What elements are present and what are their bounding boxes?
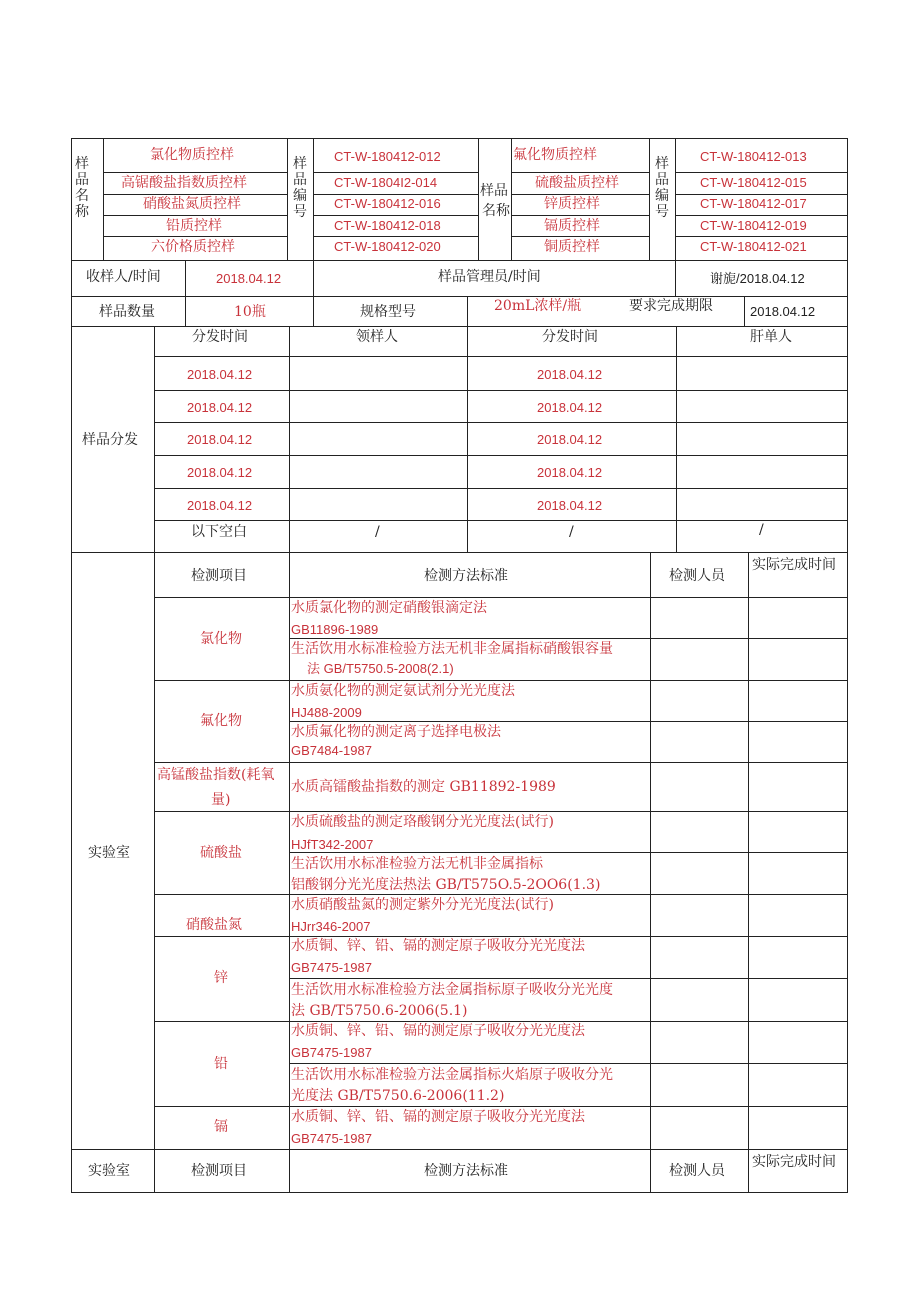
lab-item-name: 高锰酸盐指数(耗氧 (157, 767, 275, 783)
method-text: 生活饮用水标准检验方法金属指标火焰原子吸收分光 (291, 1067, 613, 1083)
rule (103, 236, 288, 237)
dist-date: 2018.04.12 (537, 432, 603, 447)
left-code-5: CT-W-180412-020 (334, 239, 441, 254)
dist-date: 2018.04.12 (187, 432, 253, 447)
lab-item-name: 量) (211, 792, 231, 808)
lab-item-name: 硫酸盐 (200, 845, 242, 861)
left-code-1: CT-W-180412-012 (334, 149, 441, 164)
lab-item-name: 镉 (214, 1119, 228, 1135)
rule (675, 236, 848, 237)
left-code-2: CT-W-1804I2-014 (334, 175, 438, 190)
rule (154, 762, 848, 763)
distribution-label: 样品分发 (82, 432, 138, 448)
method-text: 水质铜、锌、铅、镉的测定原子吸收分光光度法 (291, 938, 585, 954)
right-name-4: 镉质控样 (544, 218, 600, 234)
rule (289, 1063, 848, 1064)
left-code-3: CT-W-180412-016 (334, 196, 441, 211)
method-text: 水质氟化物的测定离子选择电极法 (291, 724, 501, 740)
method-code: HJfT342-2007 (291, 837, 374, 852)
rule (71, 260, 848, 261)
dist-header-receiver: 领样人 (356, 329, 398, 345)
lab-item-name: 氟化物 (200, 713, 242, 729)
method-text: 水质铜、锌、铅、镉的测定原子吸收分光光度法 (291, 1109, 585, 1125)
rule (313, 215, 479, 216)
rule (185, 260, 186, 296)
rule (154, 680, 848, 681)
method-code: 法 GB/T5750.5-2008(2.1) (307, 661, 454, 676)
rule (154, 422, 848, 423)
footer-header-person: 检测人员 (669, 1163, 725, 1179)
right-code-4: CT-W-180412-019 (700, 218, 807, 233)
rule (313, 296, 314, 326)
rule (154, 326, 155, 552)
lab-header-item: 检测项目 (191, 568, 247, 584)
method-text: 水质硝酸盐氮的测定紫外分光光度法(试行) (291, 897, 554, 913)
blank-row-slash: / (569, 524, 574, 540)
rule (313, 172, 479, 173)
lab-label: 实验室 (88, 845, 130, 861)
rule (154, 488, 848, 489)
quantity-label: 样品数量 (99, 304, 155, 320)
rule (103, 138, 104, 260)
manager-label: 样品管理员/时间 (438, 269, 541, 285)
rule (511, 194, 650, 195)
rule (478, 138, 479, 260)
lab-item-name: 氯化物 (200, 631, 242, 647)
deadline-value: 2018.04.12 (750, 304, 816, 319)
rule (71, 296, 848, 297)
dist-date: 2018.04.12 (537, 465, 603, 480)
manager-value: 谢旎/2018.04.12 (710, 271, 805, 286)
sample-name-label-mid (480, 184, 508, 198)
left-name-2: 高锯酸盐指数质控样 (121, 175, 247, 191)
rule (154, 597, 848, 598)
rule (71, 138, 848, 139)
rule (154, 936, 848, 937)
method-text: 生活饮用水标准检验方法金属指标原子吸收分光光度 (291, 982, 613, 998)
rule (467, 326, 468, 552)
method-text: 法 GB/T5750.6-2006(5.1) (291, 1003, 468, 1019)
rule (313, 194, 479, 195)
rule (154, 1106, 848, 1107)
blank-row-slash: / (759, 522, 764, 538)
method-text: 生活饮用水标准检验方法无机非金属指标硝酸银容量 (291, 641, 613, 657)
method-text: 水质铜、锌、铅、镉的测定原子吸收分光光度法 (291, 1023, 585, 1039)
lab-header-method: 检测方法标准 (424, 568, 508, 584)
footer-header-finish: 实际完成时间 (752, 1154, 836, 1170)
method-text: 生活饮用水标准检验方法无机非金属指标 (291, 856, 543, 872)
rule (675, 172, 848, 173)
dist-date: 2018.04.12 (187, 400, 253, 415)
blank-row-label: 以下空白 (191, 524, 247, 540)
right-name-5: 铜质控样 (544, 239, 600, 255)
rule (675, 215, 848, 216)
dist-date: 2018.04.12 (537, 498, 603, 513)
dist-header-signer: 肝单人 (750, 329, 792, 345)
rule (313, 236, 479, 237)
left-name-4: 铅质控样 (166, 218, 222, 234)
method-text: 水质硫酸盐的测定珞酸钢分光光度法(试行) (291, 814, 554, 830)
rule (511, 138, 512, 260)
footer-lab-label: 实验室 (88, 1163, 130, 1179)
receiver-label: 收样人/时间 (86, 269, 161, 285)
method-code: HJrr346-2007 (291, 919, 371, 934)
rule (289, 638, 848, 639)
rule (511, 236, 650, 237)
sample-name-label-mid-a: 样品 (480, 183, 508, 199)
lab-header-person: 检测人员 (669, 568, 725, 584)
right-code-3: CT-W-180412-017 (700, 196, 807, 211)
right-code-5: CT-W-180412-021 (700, 239, 807, 254)
rule (154, 356, 848, 357)
rule (676, 326, 677, 552)
method-text: 水质高镭酸盐指数的测定 GB11892-1989 (291, 779, 556, 795)
rule (289, 721, 848, 722)
dist-date: 2018.04.12 (187, 498, 253, 513)
rule (649, 138, 650, 260)
rule (744, 296, 745, 326)
rule (71, 1149, 848, 1150)
rule (467, 296, 468, 326)
rule (289, 978, 848, 979)
spec-value: 20mL浓样/瓶 (494, 298, 582, 314)
right-code-1: CT-W-180412-013 (700, 149, 807, 164)
footer-header-item: 检测项目 (191, 1163, 247, 1179)
dist-date: 2018.04.12 (187, 367, 253, 382)
rule (154, 520, 848, 521)
dist-date: 2018.04.12 (187, 465, 253, 480)
lab-item-name: 硝酸盐氮 (186, 917, 242, 933)
rule (185, 296, 186, 326)
left-name-1: 氯化物质控样 (150, 147, 234, 163)
method-code: HJ488-2009 (291, 705, 362, 720)
method-text: 铝酸钢分光光度法热法 GB/T575O.5-2OO6(1.3) (291, 877, 601, 893)
rule (748, 552, 749, 1193)
method-code: GB7484-1987 (291, 743, 372, 758)
spec-label: 规格型号 (360, 304, 416, 320)
rule (154, 1021, 848, 1022)
rule (71, 1192, 848, 1193)
rule (103, 215, 288, 216)
method-text: 水质氨化物的测定氨试剂分光光度法 (291, 683, 515, 699)
lab-item-name: 锌 (214, 970, 228, 986)
lab-header-finish: 实际完成时间 (752, 557, 836, 573)
left-code-4: CT-W-180412-018 (334, 218, 441, 233)
method-code: GB7475-1987 (291, 960, 372, 975)
rule (650, 552, 651, 1193)
rule (289, 326, 290, 552)
right-name-1: 氟化物质控样 (513, 147, 597, 163)
dist-header-time-1: 分发时间 (192, 329, 248, 345)
footer-header-method: 检测方法标准 (424, 1163, 508, 1179)
right-name-2: 硫酸盐质控样 (535, 175, 619, 191)
rule (511, 215, 650, 216)
blank-row-slash: / (375, 524, 380, 540)
rule (154, 894, 848, 895)
method-text: 水质氯化物的测定硝酸银滴定法 (291, 600, 487, 616)
method-code: GB11896-1989 (291, 622, 379, 637)
quantity-value: 10瓶 (234, 304, 266, 320)
sample-code-label-right: 样品编号 (655, 156, 669, 220)
rule (675, 138, 676, 260)
rule (313, 138, 314, 260)
rule (71, 326, 848, 327)
method-code: GB7475-1987 (291, 1045, 372, 1060)
rule (675, 260, 676, 296)
sample-code-label: 样品编号 (293, 156, 307, 220)
left-name-3: 硝酸盐氮质控样 (143, 196, 241, 212)
rule (511, 172, 650, 173)
rule (313, 260, 314, 296)
rule (103, 194, 288, 195)
receiver-date: 2018.04.12 (216, 271, 282, 286)
rule (154, 455, 848, 456)
deadline-label: 要求完成期限 (629, 298, 713, 314)
rule (71, 552, 848, 553)
rule (675, 194, 848, 195)
lab-item-name: 铅 (214, 1056, 228, 1072)
rule (154, 552, 155, 1193)
rule (154, 390, 848, 391)
method-code: GB7475-1987 (291, 1131, 372, 1146)
dist-date: 2018.04.12 (537, 400, 603, 415)
sample-name-label: 样品名称 (75, 156, 89, 220)
right-code-2: CT-W-180412-015 (700, 175, 807, 190)
dist-date: 2018.04.12 (537, 367, 603, 382)
rule (103, 172, 288, 173)
rule (289, 552, 290, 1193)
left-name-5: 六价格质控样 (151, 239, 235, 255)
rule (287, 138, 288, 260)
rule (289, 852, 848, 853)
rule (154, 811, 848, 812)
sample-name-label-mid-b: 名称 (482, 203, 510, 219)
right-name-3: 锌质控样 (544, 196, 600, 212)
method-text: 光度法 GB/T5750.6-2006(11.2) (291, 1088, 505, 1104)
dist-header-time-2: 分发时间 (542, 329, 598, 345)
